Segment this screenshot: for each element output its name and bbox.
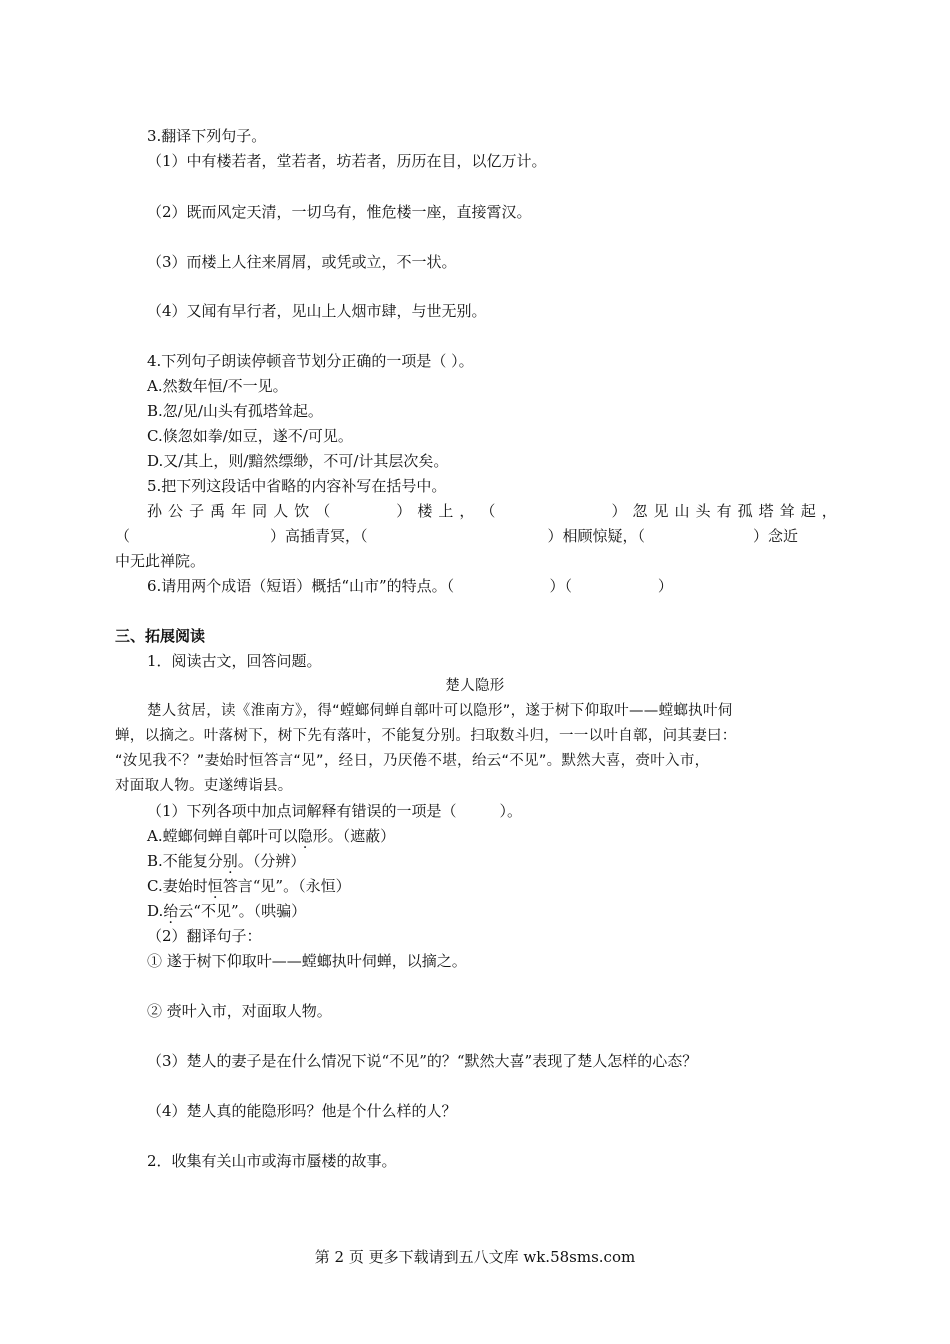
q5-char: ） [396,502,412,520]
option-text: B.不能复分 [147,852,223,870]
page-footer: 第 2 页 更多下载请到五八文库 wk.58sms.com [314,1248,636,1266]
q3-item-3: （3）而楼上人往来屑屑，或凭或立，不一状。 [147,253,457,271]
q5-char: 忽 [632,502,648,520]
q4-option-b: B.忽/见/山头有孤塔耸起。 [147,402,323,420]
q5-char: ， [459,502,475,520]
q5-char: 饮 [294,502,310,520]
q3-item-4: （4）又闻有早行者，见山上人烟市肆，与世无别。 [147,302,487,320]
option-text: A.螳螂伺蝉自鄣叶可以 [147,827,298,845]
q4-option-a: A.然数年恒/不一见。 [147,377,288,395]
q5-fragment: ）相顾惊疑，（ [547,527,646,545]
q5-char: （ [480,502,496,520]
q5-char: 有 [716,502,732,520]
sub2-title: （2）翻译句子： [147,927,262,945]
q5-char: 头 [695,502,711,520]
q5-fragment: ）高插青冥，（ [270,527,368,545]
item-2-title: 2．收集有关山市或海市蜃楼的故事。 [147,1152,397,1170]
q5-char: 禹 [210,502,226,520]
q5-char: 人 [273,502,289,520]
section-heading: 三、拓展阅读 [115,627,206,645]
q5-char: 孤 [737,502,753,520]
q5-fragment: ）念近 [753,527,799,545]
passage-line: 楚人贫居，读《淮南方》，得“螳螂伺蝉自鄣叶可以隐形”，遂于树下仰取叶——螳螂执叶伺 [147,703,733,719]
q5-char: 起 [800,502,816,520]
q5-char: 年 [231,502,247,520]
passage-title: 楚人隐形 [445,678,505,694]
q5-char: 公 [168,502,184,520]
q6-title: 6.请用两个成语（短语）概括“山市”的特点。（ ）（ ） [147,577,673,595]
sub2-item-2: ② 赍叶入市，对面取人物。 [147,1002,332,1020]
dotted-word: 隐 [297,827,313,845]
q5-char: 楼 [417,502,433,520]
dotted-word: 恒 [207,877,223,895]
q5-char: 同 [252,502,268,520]
q3-title: 3.翻译下列句子。 [147,127,267,145]
dotted-word: 绐 [163,902,179,920]
q3-item-2: （2）既而风定天清，一切乌有，惟危楼一座，直接霄汉。 [147,203,532,221]
q5-char: 塔 [758,502,774,520]
sub2-item-1: ① 遂于树下仰取叶——螳螂执叶伺蝉，以摘之。 [147,952,467,970]
sub1-title: （1）下列各项中加点词解释有错误的一项是（ ）。 [147,802,522,820]
option-text: 答言“见”。（永恒） [222,877,351,895]
option-text: D. [147,902,164,920]
q5-line-2 [115,526,798,546]
q5-char: ， [821,502,837,520]
q4-option-d: D.又/其上，则/黯然缥缈，不可/计其层次矣。 [147,452,449,470]
option-text: 形。（遮蔽） [312,827,396,845]
passage-line: 蝉，以摘之。叶落树下，树下先有落叶，不能复分别。扫取数斗归，一一以叶自鄣，问其妻曰： [115,728,737,744]
option-text: C.妻始时 [147,877,208,895]
q5-blank-open: （ [115,527,131,545]
passage-line: “汝见我不？”妻始时恒答言“见”，经日，乃厌倦不堪，绐云“不见”。默然大喜，赍叶入市， [115,753,710,769]
q5-char: 子 [189,502,205,520]
dotted-word: 别 [222,852,238,870]
q5-line-1 [115,501,837,521]
passage-line: 对面取人物。吏遂缚诣县。 [115,778,293,794]
sub1-option-a [147,826,395,846]
option-text: 云“不见”。（哄骗） [178,902,307,920]
q5-char: 见 [653,502,669,520]
q4-title: 4.下列句子朗读停顿音节划分正确的一项是（ ）。 [147,352,474,370]
q5-char: 上 [438,502,454,520]
sub4-question: （4）楚人真的能隐形吗？他是个什么样的人？ [147,1102,457,1120]
q3-item-1: （1）中有楼若者，堂若者，坊若者，历历在目，以亿万计。 [147,152,547,170]
sub1-option-d [147,901,306,921]
q5-char: （ [315,502,331,520]
q5-line-3: 中无此禅院。 [115,552,206,570]
q5-char: 孙 [147,502,163,520]
sub1-option-b [147,851,305,871]
q5-char: 耸 [779,502,795,520]
q5-title: 5.把下列这段话中省略的内容补写在括号中。 [147,477,447,495]
q4-option-c: C.倏忽如拳/如豆，遂不/可见。 [147,427,353,445]
sub3-question: （3）楚人的妻子是在什么情况下说“不见”的？“默然大喜”表现了楚人怎样的心态？ [147,1052,698,1070]
q5-char: 山 [674,502,690,520]
option-text: 。（分辨） [237,852,306,870]
item-1-title: 1．阅读古文，回答问题。 [147,652,322,670]
q5-char: ） [611,502,627,520]
sub1-option-c [147,876,351,896]
